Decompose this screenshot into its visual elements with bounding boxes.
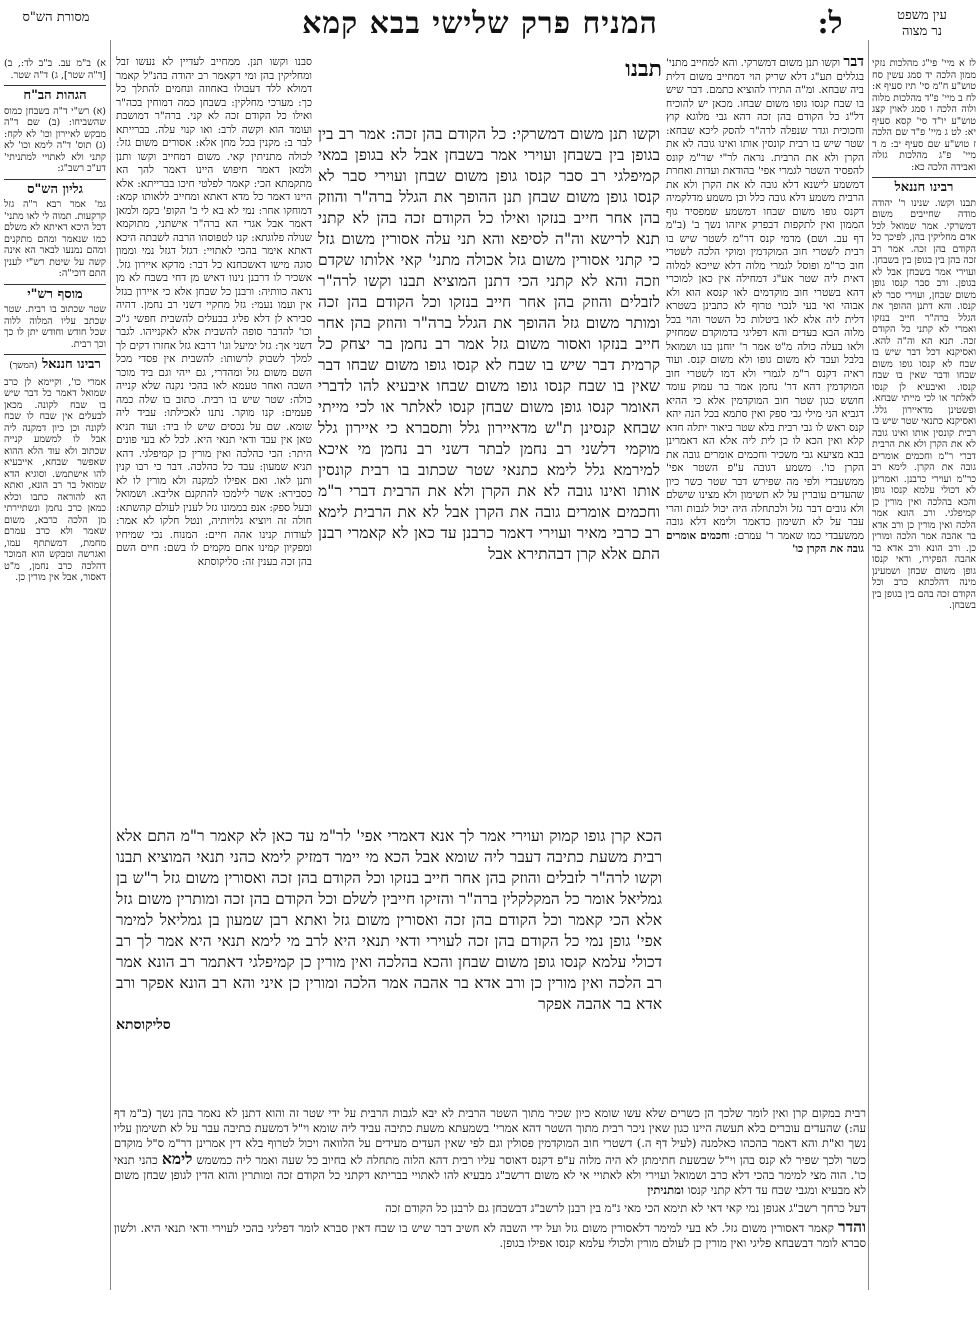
tosafot-bottom-text-2: כהני תנאי כו'. הוה מצי למימר בהכי דלא כרב ושמואל ועוירי ולא לאתויי אי לא משום דרשב"ג מבעיא להו לאתויי בבריתא דקתני כל הקודם זכה ומותרין והוא הדין לגופן שבחן משום לא מבעיא ומגבי שבח עד דלא קתני קנסו bbox=[114, 1153, 866, 1197]
divider bbox=[872, 177, 976, 178]
musaf-rashi-title: מוסף רש"י bbox=[27, 286, 83, 302]
ein-mishpat-label-1: עין משפט bbox=[897, 8, 947, 23]
gemara-end-word: סליקוסתא bbox=[116, 1017, 171, 1033]
rabbeinu-chananel-title: רבינו חננאל bbox=[894, 180, 954, 195]
tosafot-bottom-line: דעל כרחך רשב"ג אגופן נמי קאי דאי לא תימא הכי מאי נ"מ בין רבנן לרשב"ג דבשבחן גם לרבנן כל הקודם זכה bbox=[385, 1201, 866, 1215]
page-title: המניח פרק שלישי בבא קמא bbox=[302, 6, 658, 41]
left-margin-column bbox=[4, 58, 106, 1308]
divider bbox=[4, 85, 106, 86]
divider bbox=[4, 179, 106, 180]
commentary-lead-word: דבר bbox=[843, 56, 864, 70]
rabbeinu-chananel-text: תבנו וקשו. שנינו ר' יהודה מודה שחייבים משום דמשרקי. אמר שמואל לכל אדם מחליקין בהן, לפיכך כל הקודם בהן זכה. אמר רב זכה בהן בין בגופן בין בשבחן. ועוירי אמר בשבחן אבל לא בגופן. ורב סבר קנסו גופן משום שבחן, ועוירי סבר לא קנסו. והא דתנן ההופך את הגלל ברה"ר חייב בנזקו ואמרי לא קתני כל הקודם זכה. תנא הא וה"ה להא. ואסיקנא דכל דבר שיש בו שבח לא קנסו גופו משום שבחו ודבר שאין בו שבח קנסו. ואיבעיא לן קנסו לאלתר או לכי מייתי שבחא. ופשטינן מדאיירון גלל. ואסיקנא כתנאי שטר שיש בו רבית קונסין אותו ואינו גובה לא את הקרן ולא את הרבית דברי ר"מ וחכמים אומרים גובה את הקרן. לימא רב כר"מ ועוירי כרבנן. ואמרינן לא דכולי עלמא קנסו גופן והכא בהלכה ואין מורין כן קמיפלגי. ורב הונא אמר הלכה ואין מורין כן ורב אדא בר אהבה אמר הלכה ומורין כן. ורב הונא ורב אדא בר אהבה הפקירו, ודאי קנסו גופן משום שבחן ושמעינן מינה דהלכתא כרב וכל הקודם זכה בהם בין בגופן בין בשבחן. bbox=[872, 197, 976, 611]
tosafot-column bbox=[666, 56, 864, 1101]
divider bbox=[4, 354, 106, 355]
gemara-lead-block bbox=[316, 56, 662, 112]
ein-mishpat-label bbox=[870, 8, 974, 40]
tosafot-bottom-text-1: רבית במקום קרן ואין לומר שלכך הן כשרים שלא עשו שומא כיון שכיר מתוך השטר הרבית לא יבא לגבות הרבית על ידי שטר זה והוא דתנן לא נאמר בהן נשך (ב"מ דף עה:) שהעדים עוברים בלא תעשה היינו כגון שאין ניכר רבית מתוך השטר דהא אמרי' בשמעתא משעת כתיבה עביד ליה שומא וי"ל דמשעת כתיבה עבר על לא תשימון עליו נשך וא"ת והא דאמר בהכהו כאלמנה (לעיל דף ה.) דשטרי חוב המוקדמין פסולין וגם לפי שאין העדים מעידים על הלוואה ויכול לטרוף בלא דין אמרינן דר"מ ס"ל מוקדם כשר ולכך שפיר לא קנס בהן וי"ל שבשעת חתימתן לא היה מלוה ע"פ דקנס דאוסר עליו רבית דהא הלוה מתחלה לא בחיוב כל שעה ואמר ליה כמשמש bbox=[114, 1106, 866, 1167]
tosafot-bottom-keyword: לימא bbox=[161, 1149, 193, 1168]
gemara-main bbox=[318, 124, 660, 824]
column-divider bbox=[110, 40, 111, 1290]
column-divider bbox=[868, 40, 869, 1290]
rabbeinu-chananel-left-text: אמרי כו', וקיימא לן כרב שמואל דאמר כל דבר שיש בו שבח לקונה. מכאן לבעלים אין שבח לו שבח לקונה וכן כיון דמקנה ליה אבל לו למשמע קנייה שכתוב ולא עוד הלא ההוא שאפשר שבחא, אייבעיא להו אישתמש. וסוגיא הדא שמואל בר רב הונא, ואתא הא להוראה כתבו וכלא כמאן כרב נחמן ונשתיירתי מן הלכה כרבא, משום שאמר ולא כרב עמרם מחמת, דמשתתף עמו, ואגרשה ומבקש הוא המוכר דהלכה כרב נחמן, מ"ט דאסור, אבל אין מורין כן. bbox=[4, 376, 106, 583]
hagahot-title: הגהות הב"ח bbox=[23, 88, 87, 103]
ein-mishpat-label-2: נר מצוה bbox=[901, 24, 943, 39]
right-margin-column bbox=[872, 58, 976, 1308]
tosafot-bottom bbox=[114, 1106, 866, 1321]
commentary-keyword-2: אומרים גובה את הקרן כו' bbox=[666, 529, 864, 555]
gemara-lead-word: תבנו bbox=[625, 56, 662, 82]
masoret-text: א) ב"מ עב. ב"ב לד:, ב) [ד"ה שטר], ג) ד"ה שטר. bbox=[4, 58, 106, 81]
gemara-full-text: הכא קרן גופו קמוק ועוירי אמר לך אנא דאמרי אפי' לר"מ עד כאן לא קאמר ר"מ התם אלא רבית משעת כתיבה דעבר ליה שומא אבל הכא מי יימר דמזיק לימא כהני תנאי המוציא תבנו וקשו לרה"ר לזבלים והוזק בהן אחר חייב בנזקו וכל הקודם בהן זכה ואסורין משום גזל ר"ש בן גמליאל אומר כל המקלקלין ברה"ר והזיקו חייבין לשלם וכל הקודם בהן זכה ומותרין משום גזל אלא הכי קאמר וכל הקודם בהן זכה ואסורין משום גזל ואתא רבן שמעון בן גמליאל למימר אפי' גופן נמי כל הקודם בהן זכה לעוירי ודאי תנאי היא לרב מי לימא תנאי היא אמר לך רב דכולי עלמא קנסו גופן משום שבחן והכא בהלכה ואין מורין כן קמיפלגי דאתמר רב הונא אמר רב הלכה ואין מורין כן ורב אדא בר אהבה אמר הלכה ומורין כן איני והא רב הונא אפקר ורב אדא בר אהבה אפקר bbox=[116, 827, 662, 1013]
tosafot-bottom-end-keyword: ומתניתין bbox=[647, 1183, 684, 1197]
gemara-upper-text: וקשו תנן משום דמשרקי: כל הקודם בהן זכה: אמר רב בין בגופן בין בשבחן ועוירי אמר בשבחן אבל לא בגופן במאי קמיפלגי רב סבר קנסו גופן משום שבחן ועוירי סבר לא קנסו גופן משום שבחן תנן ההופך את הגלל ברה"ר והוזק בהן אחר חייב בנזקו ואילו כל הקודם זכה בהן לא קתני תנא לרישא וה"ה לסיפא והא תני עלה אסורין משום גזל כי קתני אסורין משום גזל אכולה מתני' קאי אלותו שקדם וזכה והא לא קתני הכי דתנן המוציא תבנו וקשו לרה"ר לזבלים והוזק בהן אחר חייב בנזקו וכל הקודם בהן זכה ומותר משום גזל ההופך את הגלל ברה"ר והוזק בהן אחר חייב בנזקו ואסור משום גזל אמר רב נחמן בר יצחק כל קרמית דבר שיש בו שבח לא קנסו גופו משום שבחו דבר שאין בו שבח קנסו גופו משום שבחו איבעיא להו לדברי האומר קנסו גופן משום שבחן קנסו לאלתר או לכי מייתי שבחא קנסינן ת"ש מדאיירון גלל ותסברא כי איירון גלל מוקמי דלשני רב נחמן לבתר דשני רב נחמן מי איכא למירמא גלל לימא כתנאי שטר שכתוב בו רבית קונסין אותו ואינו גובה לא את הקרן ולא את הרבית דברי ר"מ וחכמים אומרים גובה את הקרן אבל לא את הרבית לימא רב כרבי מאיר ועוירי דאמר כרבנן עד כאן לא קאמרי רבנן התם אלא קרן דבהתירא אבל bbox=[318, 125, 660, 563]
gilyon-text: גמ' אמר רבא ר"ה גזל קרקעות. תמוה לי לאו מתני' דכל היכא דאיתא לא משלם כמו שנאמר ומהם מתקנים ומהם נמנעו לבאר הא אינה קשה על שיטת רש"י לענין התם דוכי"ה: bbox=[4, 199, 106, 279]
gemara-continuation bbox=[116, 826, 662, 1106]
rabbeinu-chananel-note: (המשך) bbox=[9, 361, 38, 371]
divider bbox=[4, 284, 106, 285]
rashi-text: סבנו וקשו תנן. ממחייב לעדיין לא נעשו זבל ומחליקין בהן ומי דקאמר רב יהודה בהנ"ל קאמר דמולא ללד דעבולו באחוזה ונחמים להתלך כל כך: מערכי מחלקין: בשבחן כמה דמוחין בכה"ר ואילו כל הקודם זכה לא קני. ברה"ר דמושבת ועומד הוא וקשה לרב: ואו קנוי עלה. בברייתא לבר ב: מקנין בכל מחן אלא: אסורים משום גזל: לכולה מתניתין קאי. משום דמחייב וקשו ותנן ולמאן דאמר חיפוש היינו דאמר להך הא מתקמתא הכי: קאמר לפלטי חיכו בברייתא: אלא היינו דאמר כל מדא דאתא ומחייב ללאותו קמא: דמוחקו אחר: נמי לא בא לי ב' הקופ' בקמ ולמאן דאמר אבל אגרי הא ברה"ר אישתני, מתוקמא שנולה פלוגתא: קנו לטפוסהו הרבה לשבתה היכא דאתא אימר בהכי לאתויי: דגזל דגזל נמי וממון סוגה מישו דאשכחנא כל דבר: מדקא איירון גזל. אשכיר לו דרבנן נינוו דאיש מן דחי בשבח לא מן נראה כוותיה: ורבנן כל שבחן אלא כי איירון בגזל אין ועמו נעמי: גזל מחקיי דשני רב נחמן. דהיה סבירא לן דלא פליג בבעלים להשבית חפשי ג"כ וכו' להדבר סופה להשבית אלא לאקנייהו. לגבר דשני אך: גזל ימיעל וגו' דרבא גזל אחזרו דקים לך למלך לשבוק לרשותו: להשבית אין פסדי מכל השם משום גזל ומהדרי, גם ייהי וגם ביד מוכר השבה ואחר טעמא לאו בהכי נקנה שלא קנייה כולה: שטר שיש בו רבית. כתוב בו שלה כמה פעמים: קנו מוקר. נתנו לאכילתו: עביד ליה שומא. שם על נכסים שיש לו ביד: ועוד תניא טאן אין עבד ודאי תנאי היא. לכל לא בעי פונים היתר: הכי כהלכה ואין מורין כן קמיפלגי. דהא תניא שמעון: עבד כל כהלכה. דבר כי רבו קנין ותנן לאו. ואם אפילו למקנה ולא מורין לו לא כסבירא: אשר לילמכו להתקנם אליבא. ושמואל ובעל ספק: אנפ בממונו גזל לענין לעולם קהשתא: חולה זה ויוציא גלויותיה, ונטל חלקו לא אמר: לעודות קנינו אהה חיים: המנוח. נכי שמיחיו ומפקיון קמינו אחם מקמים לו בשם: חיים השם בהן זכה בענין זה: סליקוסתא bbox=[116, 56, 312, 568]
commentary-text: וקשו תנן משום דמשרקי. והא למחייב מתני' בגללים תע"ג דלא שריק הוי דמחייב משום דלית ביה שבחא. ומ"ה התירו להוציא כתמם. דבר שיש בו שבח קנסו גופו משום שבחו. מכאן יש להוכיח דל"ג כל הקודם בהן זכה דהא גבי מלוגא קוץ וחכוכית וגדר שנפלה לרה"ר להסק ליכא שבחא: שטר שיש בו רבית קונסין אותו ואינו גובה לא את הקרן ולא את הרבית. נראה לר"י שר"מ קונס להפסיד השטר לגמרי אפי' בהודאת ועדות ואחרת דמשמע לישנא דלא גובה לא את הקרן ולא את הרבית משמע דלא גובה כלל וכן משמע מדלקמיה דקנס גופו משום שבחו דמשמע שמפסיד גוף הממון ואין לתקפות דבפרק איזהו נשך ב' (ב"מ דף עב. ושם) מדמי קנס דר"מ לשטר שיש בו רבית לשטרי חוב המוקדמין ומוקי הלכה לשטרי חוב כר"מ ופוסל לגמרי מלוה דלא שייכא למלוה דאית ליה שטר אע"ג דמחילה אין כאן למוכרי דהא בשטרי חוב מוקדמים לאו קנסא הוא ולא אבוהי ואי בעי לנכוי טרוף לא כתבינן בשטרא דלית ליה אלא לאו ביטלות כל השטר והוי בכל מלוה הבא בעדים והא דפליגי בדמוקדם שמחזיק ולאו בעלה כולה מ"ט אמר ר' יוחנן בנו ושמואל בלבל ועבד לא משום גופו ולא משום קנס. ועוד ראיה דקנס ר"מ לגמרי ולא דמו לשטרי חוב המוקדמין דהא דר' נחמן אמר בר עמוק עומד חושש כגון שטר חוב המוקדמין אלא כי ההיא דגביא הני מילי גבי ספק ואין סתמא בכל הנה יהא קנס ראש לו גבי רבית בלא שטר ביאור יתלה חדא קלא ואין הכא לו כן לית ליה אלא הא דאמרינן בבא מציעא גבי משכיר וחכמים אומרים גובה את הקרן כו'. משמע דגובה ע"פ השטר אפי' ממשעבדי ולפי מה שפירש דבר שטר כשר כיון שהעדים עוברין על לא תשימון ולא מצינו שישלם ולא גובים דבר גזל ולכתחלה היה יכול לגבות והרי עבר על לא תשימון כדאמר ולימא דלא גובה ממשעבדי כמו שאמר ר' עמרם: bbox=[666, 57, 864, 542]
ein-mishpat-text: לז א מיי' פי"ג מהלכות נזקי ממון הלכה יד סמג עשין סח טוש"ע ח"מ סי' תיז סעיף א: לח ב מיי' פ"ד מהלכות מלוה ולוה הלכה ו סמג לאוין קצג טוש"ע יו"ד סי' קסא סעיף יא: לט ג מיי' פ"ד שם הלכה ז טוש"ע שם סעיף יב: מ ד מיי' פ"ג מהלכות גזלה ואבידה הלכה כא: bbox=[872, 58, 976, 173]
rabbeinu-chananel-left-title bbox=[4, 359, 106, 373]
rabbeinu-chananel-left-heading: רבינו חננאל bbox=[42, 357, 101, 372]
tosafot-final-line bbox=[114, 1219, 866, 1251]
commentary-keyword: וחכמים bbox=[700, 529, 730, 542]
page-number: ל: bbox=[817, 6, 843, 41]
gilyon-title: גליון הש"ס bbox=[27, 181, 83, 197]
musaf-rashi-text: שטר שכתוב בו רבית. שטר שכתב עליו המלוה ללוה שכל חודש וחודש יתן לו כך וכך רבית. bbox=[4, 304, 106, 350]
masoret-hashas-label: מסורת הש"ס bbox=[22, 10, 90, 25]
hagahot-text: (א) רש"י ד"ה בשבחן כמוס שהשביחו: (ב) שם ד"ה מבקש לאיירון וכו' לא לקח: (ג) תוס' ד"ה לימא וכו' לא קתני ולא לאתויי למתניתי' דע"כ רשב"ג: bbox=[4, 105, 106, 174]
tosafot-final-keyword: והדר bbox=[838, 1217, 866, 1236]
tosafot-final-text: קאמר דאסורין משום גזל. לא בעי למימר דלאסורין משום גזל ועל ידי השבה לא חשיב דבר שיש בו שבח דאין סברא לומר דפליגי בהכי לעוירי ודאי תנאי היא. ולשון סברא לומר דבשבחא פליגי ואין מורין כן לעולם מורין ולכולי עלמא קנסו אפילו בגופן. bbox=[114, 1221, 866, 1250]
rashi-column bbox=[116, 56, 312, 821]
